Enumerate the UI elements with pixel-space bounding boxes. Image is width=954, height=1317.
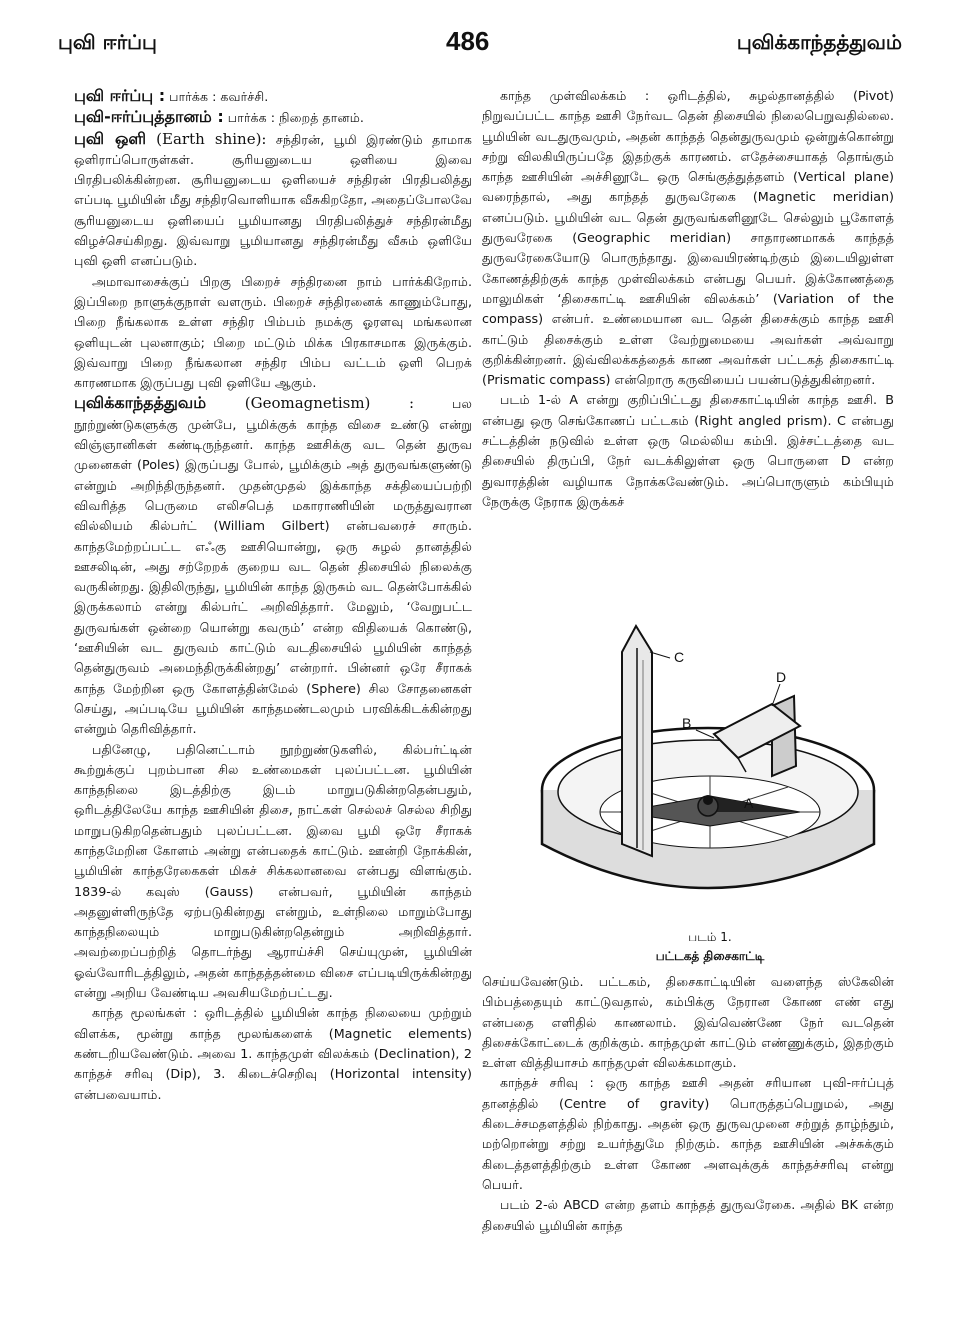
paragraph — [482, 390, 894, 512]
entry-headword: புவி-ஈர்ப்புத்தானம் : — [74, 107, 224, 127]
paragraph-text: காந்த மூலங்கள் : ஒரிடத்தில் பூமியின் காந்த நிலையை முற்றும் விளக்க, மூன்று காந்த மூலங்களைக் (Magnetic elements) கண்டறியவேண்டும். அவை 1. காந்தமுள் விலக்கம் (Declination), 2 காந்தச் சரிவு (Dip), 3. கிடைச்செறிவு (Horizontal intensity) என்பவையாம். — [74, 1005, 472, 1102]
paragraph-text: அமாவாசைக்குப் பிறகு பிறைச் சந்திரனை நாம் பார்க்கிறோம். இப்பிறை நாளுக்குநாள் வளரும். பிறைச் சந்திரனைக் காணும்போது, பிறை நீங்கலாக உள்ள சந்திர பிம்பம் நமக்கு ஓரளவு மங்கலான ஒளியுடன் புலனாகும்; பிறை மட்டும் மிக்க பிரகாசமாக இருக்கும். இவ்வாறு பிறை நீங்கலான சந்திர பிம்ப வட்டம் ஒளி பெறக் காரணமாக இருப்பது புவி ஒளியே ஆகும். — [74, 273, 472, 391]
compass-figure — [510, 612, 910, 972]
entry-english-term: (Earth shine): — [146, 129, 267, 148]
entry-english-term: (Geomagnetism) : — [206, 394, 415, 413]
paragraph — [482, 86, 894, 390]
paragraph — [74, 129, 472, 272]
figure-label-d: D — [776, 669, 787, 685]
paragraph — [482, 1195, 894, 1236]
header-left-title: புவி ஈர்ப்பு — [58, 30, 157, 54]
page-number: 486 — [446, 26, 490, 56]
entry-headword: புவிக்காந்தத்துவம் — [74, 393, 207, 413]
paragraph-text: காந்த முள்விலக்கம் : ஒரிடத்தில், சுழல்தானத்தில் (Pivot) நிறுவப்பட்ட காந்த ஊசி நேர்வட தென் திசையில் நிலைபெறுவதில்லை. பூமியின் வடதுருவமும், அதன் காந்தத் தென்துருவமும் ஒன்றுக்கொன்று சற்று விலகியிருப்பதே இதற்குக் காரணம். எதேச்சையாகத் தொங்கும் காந்த ஊசியின் அச்சினூடே ஒரு செங்குத்துத்தளம் (Vertical plane) வரைந்தால், அது காந்தத் துருவரேகை (Magnetic meridian) எனப்படும். பூமியின் வட தென் துருவங்களினூடே செல்லும் பூகோளத் துருவரேகை (Geographic meridian) சாதாரணமாகக் காந்தத் துருவரேகையோடு பொருந்தாது. இவையிரண்டிற்கும் இடையிலுள்ள கோணத்திற்குக் காந்த முள்விலக்கம் என்பது பெயர். இக்கோணத்தை மாலுமிகள் ‘திசைகாட்டி ஊசியின் விலக்கம்’ (Variation of the compass) என்பர். உண்மையான வட தென் திசைக்கும் காந்த ஊசி காட்டும் திசைக்கும் உள்ள வேற்றுமையை அவர்கள் அவ்வாறு குறிக்கின்றனர். இவ்விலக்கத்தைக் காண அவர்கள் பட்டகத் திசைகாட்டி (Prismatic compass) என்றொரு கருவியைப் பயன்படுத்துகின்றனர். — [482, 88, 894, 388]
paragraph — [482, 1073, 894, 1195]
right-column-lower — [482, 972, 894, 1236]
paragraph-text: காந்தச் சரிவு : ஒரு காந்த ஊசி அதன் சரியான புவி-ஈர்ப்புத் தானத்தில் (Centre of gravity) பொருத்தப்பெறுமல், அது கிடைச்சமதளத்தில் நிற்காது. அதன் ஒரு துருவமுனை சற்றுத் தாழ்ந்தும், மற்றொன்று சற்று உயர்ந்துமே நிற்கும். காந்த ஊசியின் அச்சுக்கும் கிடைத்தளத்திற்கும் உள்ள கோண அளவுக்குக் காந்தச்சரிவு என்று பெயர். — [482, 1075, 894, 1192]
paragraph — [74, 272, 472, 394]
paragraph-text: படம் 2-ல் ABCD என்ற தளம் காந்தத் துருவரேகை. அதில் BK என்ற திசையில் பூமியின் காந்த — [482, 1197, 894, 1233]
paragraph — [482, 972, 894, 1073]
figure-caption: பட்டகத் திசைகாட்டி — [655, 949, 765, 963]
header-right-title: புவிக்காந்தத்துவம் — [736, 30, 902, 54]
paragraph-text: பார்க்க : கவர்ச்சி. — [165, 89, 269, 104]
left-column — [74, 86, 472, 1105]
entry-headword: புவி ஒளி — [74, 128, 147, 148]
paragraph-text: பதினேழு, பதினெட்டாம் நூற்றுண்டுகளில், கில்பர்ட்டின் கூற்றுக்குப் புறம்பான சில உண்மைகள் புலப்பட்டன. பூமியின் காந்தநிலை இடத்திற்கு இடம் மாறுபடுகின்றதென்பதும், ஒரிடத்திலேயே காந்த ஊசியின் திசை, நாட்கள் செல்லச் செல்ல சிறிது மாறுபடுகிறதென்பதும் புலப்பட்டன. இவை பூமி ஒரே சீராகக் காந்தமேறின கோளம் அன்று என்பதைக் காட்டும். ஊன்றி நோக்கின், பூமியின் காந்தரேகைகள் மிகச் சிக்கலானவை என்பது விளங்கும். 1839-ல் கவுஸ் (Gauss) என்பவர், பூமியின் காந்தம் அதனுள்ளிருந்தே ஏற்படுகின்றது என்றும், உள்நிலை மாறும்போது காந்தநிலையும் மாறுபடுகின்றதென்றும் அறிவித்தார். அவற்றைப்பற்றித் தொடர்ந்து ஆராய்ச்சி செய்யுமுன், பூமியின் ஓவ்வோரிடத்திலும், அதன் காந்தத்தன்மை விசை எப்படியிருக்கின்றது என்று அறிய வேண்டிய அவசியமேற்பட்டது. — [74, 741, 472, 1001]
paragraph — [74, 1003, 472, 1104]
prismatic-compass-illustration — [510, 612, 910, 924]
paragraph-text: பார்க்க : நிறைத் தானம். — [223, 110, 364, 126]
figure-number: படம் 1. — [688, 930, 732, 944]
figure-label-b: B — [682, 715, 692, 731]
paragraph — [74, 740, 472, 1004]
paragraph — [74, 86, 472, 107]
paragraph-text: செய்யவேண்டும். பட்டகம், திசைகாட்டியின் வளைந்த ஸ்கேலின் பிம்பத்தையும் காட்டுவதால், கம்பிக்கு நேரான கோண எண் எது என்பதை எளிதில் காணலாம். இவ்வெண்ணே நேர் வடதென் திசைக்கோட்டைக் குறிக்கும். காந்தமுள் காட்டும் எண்ணுக்கும், இதற்கும் உள்ள வித்தியாசம் காந்தமுள் விலக்கமாகும். — [482, 974, 894, 1071]
right-column-upper — [482, 86, 894, 512]
figure-label-a: A — [744, 795, 754, 811]
paragraph — [74, 107, 472, 128]
paragraph-text: படம் 1-ல் A என்று குறிப்பிட்டது திசைகாட்டியின் காந்த ஊசி. B என்பது ஒரு செங்கோணப் பட்டகம் (Right angled prism). C என்பது சட்டத்தின் நடுவில் உள்ள ஒரு மெல்லிய கம்பி. இச்சட்டத்தை வட திசையில் திருப்பி, நேர் வடக்கிலுள்ள ஒரு பொருளை D என்ற துவாரத்தின் வழியாக நோக்கவேண்டும். அப்பொருளும் கம்பியும் நேருக்கு நேராக இருக்கச் — [482, 392, 894, 509]
paragraph-text: பல நூற்றுண்டுகளுக்கு முன்பே, பூமிக்குக் காந்த விசை உண்டு என்று விஞ்ஞானிகள் கண்டிருந்தனர். காந்த ஊசிக்கு வட தென் துருவ முனைகள் (Poles) இருப்பது போல், பூமிக்கும் அத் துருவங்களுண்டு என்றும் அறிந்திருந்தனர். முதன்முதல் இக்காந்த சக்தியைப்பற்றி விவரித்த பெருமை எலிசபெத் மகாராணியின் மருத்துவரான வில்லியம் கில்பர்ட் (William Gilbert) என்பவரைச் சாரும். காந்தமேற்றப்பட்ட எஃகு ஊசியொன்று, ஒரு சுழல் தானத்தில் ஊசலிடின், அது சற்றேறக் குறைய வட தென் திசையில் நிலைக்கு வருகின்றது. இதிலிருந்து, பூமியின் காந்த இருசும் வட தென்போக்கில் இருக்கலாம் என்று கில்பர்ட் அறிவித்தார். மேலும், ‘வேறுபட்ட துருவங்கள் ஒன்றை யொன்று கவரும்’ என்ற விதியைக் கொண்டு, ‘ஊசியின் வட துருவம் காட்டும் வடதிசையில் பூமியின் காந்தத் தென்துருவம் அமைந்திருக்கின்றது’ என்றார். பின்னர் ஒரே சீராகக் காந்த மேற்றின ஒரு கோளத்தின்மேல் (Sphere) சில சோதனைகள் செய்து, அப்படியே பூமியின் காந்தமண்டலமும் பரவிக்கிடக்கின்றது என்றும் தெரிவித்தார். — [74, 396, 472, 737]
paragraph-text: சந்திரன், பூமி இரண்டும் தாமாக ஒளிராப்பொருள்கள். சூரியனுடைய ஒளியை இவை பிரதிபலிக்கின்றன. சூரியனுடைய ஒளியைச் சந்திரன் பிரதிபலித்து எப்படி பூமியின் மீது சந்திரவொளியாக வீசுகிறதோ, அதைப்போலவே சூரியனுடைய ஒளியைப் பூமியானது பிரதிபலித்துச் சந்திரன்மீது விழச்செய்கிறது. இவ்வாறு பூமியானது சந்திரன்மீது வீசும் ஒளியே புவி ஒளி எனப்படும். — [74, 131, 472, 269]
entry-headword: புவி ஈர்ப்பு : — [74, 86, 166, 105]
paragraph — [74, 393, 472, 739]
figure-label-c: C — [674, 649, 685, 665]
